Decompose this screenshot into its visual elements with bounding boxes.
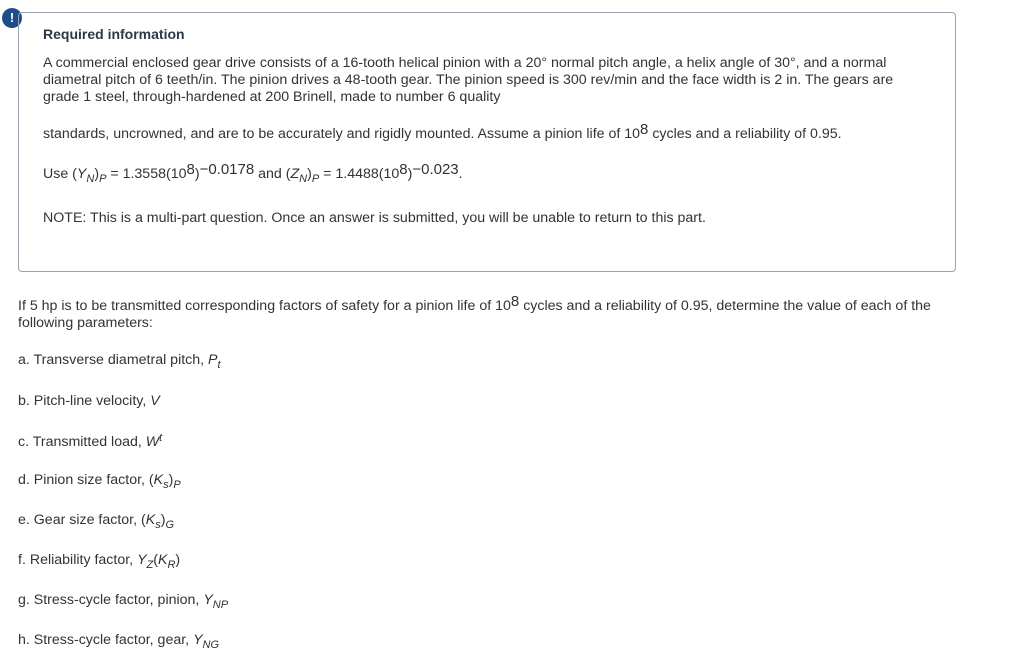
text: ( — [153, 552, 158, 568]
subscript — [312, 173, 319, 185]
text: ) — [160, 512, 166, 528]
variable: Y — [137, 552, 147, 568]
text: Use ( — [43, 166, 77, 182]
subscript — [299, 173, 307, 185]
variable: Y — [193, 632, 203, 648]
variable: P — [311, 173, 320, 185]
superscript — [159, 432, 162, 444]
superscript: 8 — [640, 121, 649, 138]
superscript: −0.0178 — [199, 161, 255, 178]
text: ) — [407, 166, 413, 182]
subscript — [155, 519, 161, 531]
superscript: 8 — [399, 161, 408, 178]
text: If 5 hp is to be transmitted corresponding factors of safety for a pinion life of 10 — [18, 298, 511, 314]
part-label: h. Stress-cycle factor, gear, — [18, 632, 194, 648]
variable: K — [145, 512, 156, 528]
variable: Z — [290, 166, 300, 182]
variable: P — [208, 352, 218, 368]
part-f — [18, 552, 181, 571]
part-g — [18, 592, 229, 611]
part-label: c. Transmitted load, — [18, 434, 146, 450]
text: ) — [94, 166, 100, 182]
variable: NP — [212, 599, 229, 611]
subscript — [163, 479, 169, 491]
question-prompt — [18, 293, 968, 332]
variable: P — [99, 173, 107, 185]
text: ) — [307, 166, 312, 182]
part-a — [18, 352, 221, 371]
text: cycles and a reliability of 0.95, determine the value of each of the following parameters: — [18, 298, 931, 331]
part-label: g. Stress-cycle factor, pinion, — [18, 592, 204, 608]
variable: t — [159, 432, 163, 444]
variable: G — [165, 519, 175, 531]
required-info-title: Required information — [43, 26, 185, 42]
text: ) — [175, 552, 181, 568]
variable: W — [145, 434, 160, 450]
subscript — [165, 519, 174, 531]
problem-statement: A commercial enclosed gear drive consists of a 16-tooth helical pinion with a 20° normal pitch angle, a helix angle of 30°, and a normal diametral pitch of 6 teeth/in. The pinion drives a 48-tooth gear. The pinion speed is 300 rev/min and the face width is 2 in. The gears are grade 1 steel, through-hardened at 200 Brinell, made to number 6 quality — [43, 55, 894, 105]
variable: V — [150, 393, 160, 409]
multi-part-note: NOTE: This is a multi-part question. Once an answer is submitted, you will be unable to return to this part. — [43, 210, 706, 226]
text: standards, uncrowned, and are to be accurately and rigidly mounted. Assume a pinion life of 10 — [43, 126, 641, 142]
exclamation-icon: ! — [2, 8, 22, 28]
subscript — [99, 173, 106, 185]
part-b — [18, 393, 160, 409]
part-label: f. Reliability factor, — [18, 552, 138, 568]
part-d — [18, 472, 181, 491]
variable: Y — [76, 166, 87, 182]
superscript: −0.023 — [412, 161, 459, 178]
text: = 1.4488(10 — [319, 166, 400, 182]
part-label: b. Pitch-line velocity, — [18, 393, 151, 409]
part-label: d. Pinion size factor, ( — [18, 472, 154, 488]
variable: R — [167, 559, 176, 571]
text: cycles and a reliability of 0.95. — [648, 126, 842, 142]
text: and ( — [254, 166, 291, 182]
subscript — [203, 639, 220, 651]
text: . — [458, 166, 463, 182]
subscript — [218, 359, 221, 371]
part-c — [18, 434, 162, 450]
variable: P — [173, 479, 181, 491]
use-equations — [43, 161, 923, 185]
subscript — [167, 559, 175, 571]
superscript: 8 — [186, 161, 195, 178]
part-label: e. Gear size factor, ( — [18, 512, 146, 528]
variable: s — [155, 519, 161, 531]
superscript: 8 — [510, 293, 520, 310]
variable: s — [163, 479, 169, 491]
variable: Y — [203, 592, 213, 608]
part-h — [18, 632, 220, 651]
variable: K — [153, 472, 164, 488]
problem-statement-cont — [43, 121, 923, 143]
subscript — [86, 173, 94, 185]
text: ) — [194, 166, 200, 182]
part-e — [18, 512, 175, 531]
text: ) — [168, 472, 174, 488]
subscript — [213, 599, 228, 611]
variable: K — [158, 552, 168, 568]
text: = 1.3558(10 — [106, 166, 187, 182]
subscript — [173, 479, 180, 491]
variable: N — [299, 173, 308, 185]
part-label: a. Transverse diametral pitch, — [18, 352, 209, 368]
variable: NG — [202, 639, 220, 651]
variable: N — [86, 173, 95, 185]
variable: t — [217, 359, 221, 371]
variable: Z — [146, 559, 154, 571]
subscript — [147, 559, 154, 571]
